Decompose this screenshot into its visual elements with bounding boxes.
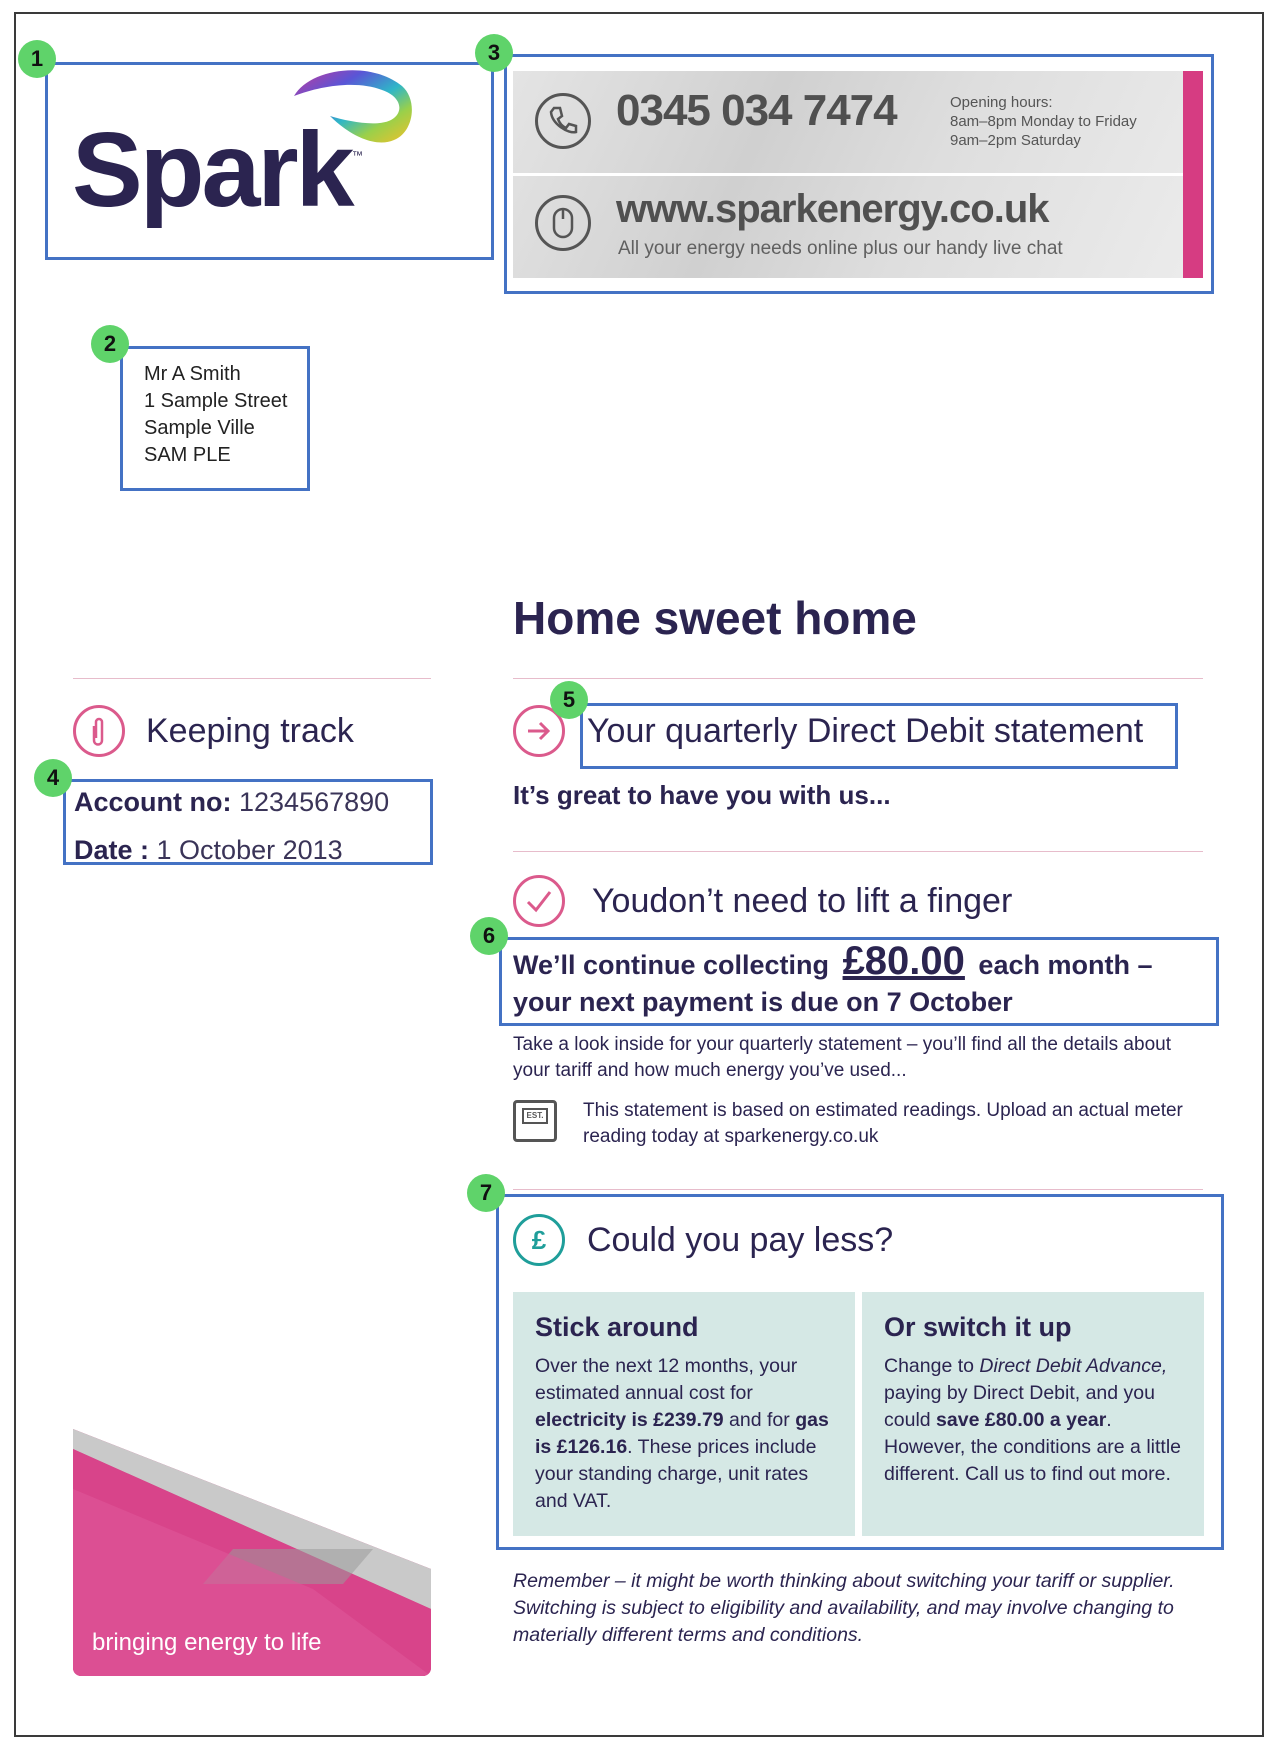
trademark: ™: [352, 150, 363, 162]
highlight-box-4: [63, 779, 433, 865]
brand-card: [73, 1429, 431, 1676]
paperclip-icon: [73, 705, 125, 757]
phone-number[interactable]: 0345 034 7474: [616, 86, 897, 135]
pay-less-heading: Could you pay less?: [587, 1221, 894, 1259]
estimate-text: This statement is based on estimated readings. Upload an actual meter reading today at sparkenergy.co.uk: [583, 1100, 1183, 1147]
badge-3: 3: [475, 34, 513, 72]
electricity-cost: electricity is £239.79: [535, 1409, 724, 1431]
payment-amount: £80.00: [842, 939, 965, 983]
switch-t1: Change to: [884, 1355, 980, 1377]
account-number: 1234567890: [239, 787, 390, 817]
badge-1: 1: [18, 40, 56, 78]
meter-label: EST.: [522, 1108, 548, 1124]
finger-heading: Youdon’t need to lift a finger: [592, 882, 1013, 920]
account-label: Account no:: [74, 787, 232, 817]
statement-heading: Your quarterly Direct Debit statement: [587, 712, 1144, 750]
tariff-name: Direct Debit Advance,: [979, 1355, 1168, 1377]
greeting-text: It’s great to have you with us...: [513, 780, 891, 810]
stick-t3: . These prices include your standing charge, unit rates and VAT.: [535, 1436, 817, 1512]
stick-t2: and for: [723, 1409, 796, 1431]
badge-7: 7: [467, 1174, 505, 1212]
address-line-2: 1 Sample Street: [144, 390, 288, 412]
rule-right-1: [513, 678, 1203, 679]
meter-icon: [513, 1100, 557, 1142]
brand-tagline: bringing energy to life: [92, 1629, 322, 1656]
badge-2: 2: [91, 325, 129, 363]
collect-pre: We’ll continue collecting: [513, 950, 830, 980]
spark-logo: Spark: [72, 111, 352, 229]
collect-post: each month – your next payment is due on 7 October: [513, 950, 1153, 1017]
address-line-3: Sample Ville: [144, 417, 255, 439]
checkmark-icon: [513, 875, 565, 927]
website-link[interactable]: www.sparkenergy.co.uk: [616, 187, 1049, 231]
hours-saturday: 9am–2pm Saturday: [950, 132, 1081, 149]
address-line-4: SAM PLE: [144, 444, 231, 466]
stick-around-title: Stick around: [535, 1312, 699, 1342]
keeping-track-heading: Keeping track: [146, 712, 354, 750]
highlight-box-6: [499, 937, 1219, 1026]
highlight-box-3: [504, 54, 1214, 294]
highlight-box-7: [496, 1194, 1224, 1550]
switch-t2: paying by Direct Debit, and you could: [884, 1382, 1155, 1431]
badge-4: 4: [34, 759, 72, 797]
remember-note: Remember – it might be worth thinking about switching your tariff or supplier. Switching is subject to eligibility and availability, and may involve changing to materially different terms and conditions.: [513, 1570, 1175, 1646]
statement-date: 1 October 2013: [156, 835, 343, 865]
switch-t3: . However, the conditions are a little different. Call us to find out more.: [884, 1409, 1181, 1485]
inside-text: Take a look inside for your quarterly statement – you’ll find all the details about your tariff and how much energy you’ve used...: [513, 1034, 1171, 1081]
svg-text:£: £: [531, 1225, 547, 1255]
badge-6: 6: [470, 917, 508, 955]
stick-t1: Over the next 12 months, your estimated annual cost for: [535, 1355, 798, 1404]
website-subtitle: All your energy needs online plus our handy live chat: [618, 238, 1063, 259]
date-label: Date :: [74, 835, 150, 865]
rule-right-3: [513, 1189, 1203, 1190]
highlight-box-2: [120, 346, 310, 491]
address-line-1: Mr A Smith: [144, 363, 241, 385]
highlight-box-1: [45, 62, 494, 260]
hours-title: Opening hours:: [950, 94, 1053, 111]
badge-5: 5: [550, 681, 588, 719]
rule-left: [73, 678, 431, 679]
hours-weekday: 8am–8pm Monday to Friday: [950, 113, 1137, 130]
savings-amount: save £80.00 a year: [936, 1409, 1107, 1431]
gas-cost: gas is £126.16: [535, 1409, 829, 1458]
switch-it-up-title: Or switch it up: [884, 1312, 1072, 1342]
page-title: Home sweet home: [513, 592, 917, 644]
rule-right-2: [513, 851, 1203, 852]
highlight-box-5: [580, 703, 1178, 769]
